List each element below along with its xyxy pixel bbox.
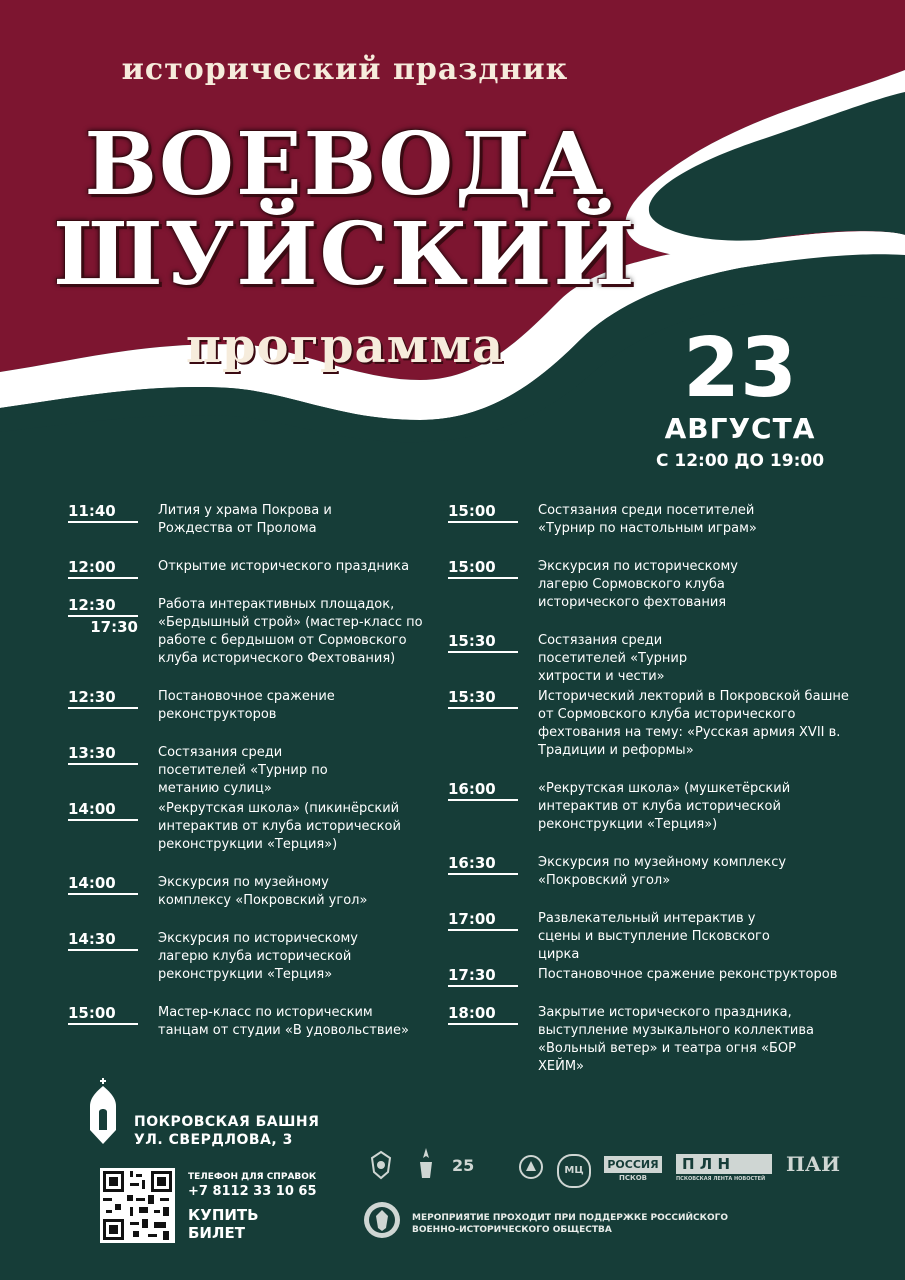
schedule-item [68,1004,438,1060]
schedule-text: Постановочное сражение реконструкторов [158,689,335,722]
mc-logo: МЦ [557,1154,591,1188]
pln-logo: П Л Н [676,1154,772,1174]
schedule-item [448,966,888,1004]
schedule-item [448,558,888,632]
schedule-time: 11:40 [68,502,138,523]
schedule-text: Мастер-класс по историческим танцам от студии «В удовольствие» [158,1005,409,1038]
schedule-time: 12:30 [68,596,138,617]
tower-logo-icon [88,1078,118,1144]
schedule-item [448,688,888,780]
pskov-museum-icon [518,1154,544,1180]
schedule-text: Лития у храма Покрова и Рождества от Пролома [158,503,332,536]
schedule-item [68,800,438,874]
schedule-time: 12:30 [68,688,138,709]
schedule-text: Экскурсия по музейному комплексу «Покровский угол» [158,875,368,908]
schedule-text: Экскурсия по историческому лагерю Сормовского клуба исторического фехтования [538,559,738,610]
schedule-item [68,596,438,688]
schedule-text: Экскурсия по историческому лагерю клуба исторической реконструкции «Терция» [158,931,358,982]
venue-name: ПОКРОВСКАЯ БАШНЯ [134,1114,320,1130]
schedule-item [68,744,438,800]
schedule-time: 13:30 [68,744,138,765]
phone-number[interactable]: +7 8112 33 10 65 [188,1184,317,1199]
schedule-text: Работа интерактивных площадок, «Бердышный строй» (мастер-класс по работе с бердышом от Сормовского клуба исторического Фехтования) [158,597,423,666]
schedule-right-column [448,502,888,1078]
schedule-time: 17:30 [448,966,518,987]
schedule-item [68,502,438,558]
rossiya-pskov-label: ПСКОВ [618,1174,647,1182]
victory-80-icon [415,1148,437,1182]
schedule-time: 17:00 [448,910,518,931]
defenders-25-logo: 25 [452,1156,475,1175]
emblem-icon [368,1150,394,1180]
schedule-item [448,780,888,854]
schedule-item [68,874,438,930]
schedule-text: Открытие исторического праздника [158,559,410,574]
schedule-time: 15:00 [68,1004,138,1025]
schedule-text: Развлекательный интерактив у сцены и выступление Псковского цирка [538,911,770,962]
phone-label: ТЕЛЕФОН ДЛЯ СПРАВОК [188,1172,317,1182]
qr-pattern [100,1168,175,1243]
schedule-time: 15:00 [448,502,518,523]
schedule-text: Экскурсия по музейному комплексу «Покровский угол» [538,855,787,888]
rossiya-logo: РОССИЯ [604,1156,662,1173]
schedule-text: Закрытие исторического праздника, выступление музыкального коллектива «Вольный ветер» и театра огня «БОР ХЕЙМ» [538,1005,814,1074]
schedule-time: 16:00 [448,780,518,801]
schedule-item [68,688,438,744]
date-time: С 12:00 ДО 19:00 [655,451,825,471]
schedule-time: 14:30 [68,930,138,951]
schedule-item [68,930,438,1004]
schedule-time: 18:00 [448,1004,518,1025]
schedule-time-end: 17:30 [90,618,138,636]
title-line-1: ВОЕВОДА [84,114,606,215]
qr-code-icon[interactable] [100,1168,175,1243]
schedule-item [448,502,888,558]
rvio-emblem-icon [362,1200,402,1240]
partner-logos [360,1148,841,1198]
title-line-2: ШУЙСКИЙ [53,204,637,305]
pai-logo: ПАИ [786,1152,841,1176]
sponsor-note: МЕРОПРИЯТИЕ ПРОХОДИТ ПРИ ПОДДЕРЖКЕ РОССИЙСКОГО ВОЕННО-ИСТОРИЧЕСКОГО ОБЩЕСТВА [412,1213,729,1235]
schedule-text: Исторический лекторий в Покровской башне от Сормовского клуба исторического фехтования на тему: «Русская армия XVII в. Традиции и реформы» [538,689,849,758]
schedule-item [448,1004,888,1078]
schedule-time: 15:30 [448,632,518,653]
venue-address: УЛ. СВЕРДЛОВА, 3 [134,1132,293,1148]
schedule-item [448,910,888,966]
schedule-item [68,558,438,596]
program-heading: программа [185,318,505,374]
schedule-item [448,854,888,910]
schedule-text: Состязания среди посетителей «Турнир по настольным играм» [538,503,757,536]
schedule-text: «Рекрутская школа» (мушкетёрский интерактив от клуба исторической реконструкции «Терция») [538,781,791,832]
schedule-item [448,632,888,688]
schedule-text: Состязания среди посетителей «Турнир по метанию сулиц» [158,745,328,796]
schedule-text: Состязания среди посетителей «Турнир хитрости и чести» [538,633,688,684]
schedule-text: Постановочное сражение реконструкторов [538,967,838,982]
schedule-text: «Рекрутская школа» (пикинёрский интерактив от клуба исторической реконструкции «Терция») [158,801,401,852]
schedule-time: 16:30 [448,854,518,875]
event-subtitle: исторический праздник [121,52,569,87]
date-month: АВГУСТА [664,412,816,445]
pln-subtitle: ПСКОВСКАЯ ЛЕНТА НОВОСТЕЙ [676,1176,766,1182]
schedule-time: 15:00 [448,558,518,579]
schedule-left-column [68,502,438,1060]
date-day: 23 [682,321,798,416]
schedule-time: 15:30 [448,688,518,709]
buy-ticket-link[interactable]: КУПИТЬ БИЛЕТ [188,1206,259,1242]
schedule-time: 14:00 [68,800,138,821]
schedule-time: 12:00 [68,558,138,579]
schedule-time: 14:00 [68,874,138,895]
